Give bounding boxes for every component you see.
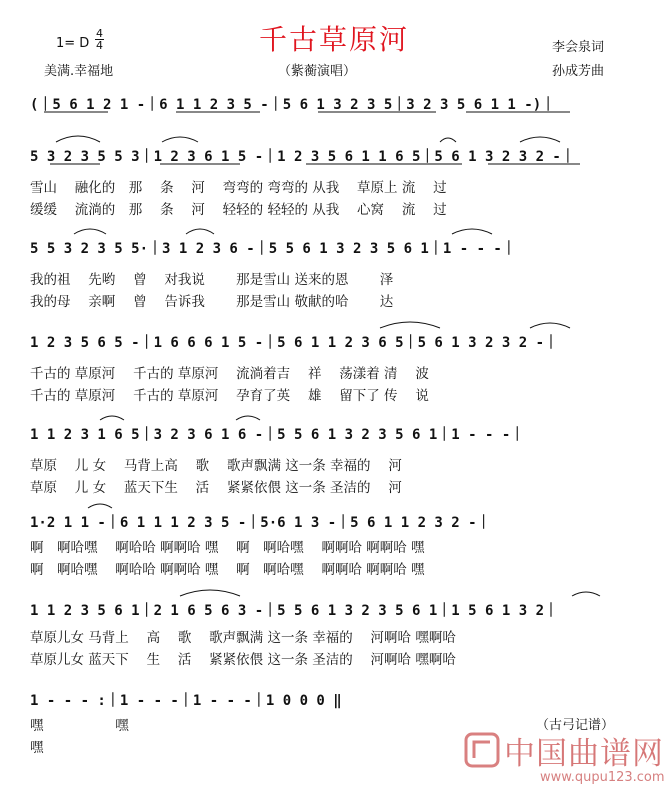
performer-credit: （紫蘅演唱） <box>278 64 357 79</box>
transcriber-credit: （古弓记谱） <box>536 718 615 733</box>
time-signature-top: 4 <box>96 27 103 40</box>
lyric-row-7-verse-2: 嘿 <box>30 740 44 756</box>
slur-arcs <box>56 136 600 596</box>
lyric-row-2-verse-1: 我的祖 先哟 曾 对我说 那是雪山 送来的恩 泽 <box>30 272 394 288</box>
notation-row-4: 1 1 2 3 1 6 5｜3 2 3 6 1 6 -｜5 5 6 1 3 2 3 5 6 1｜1 - - -｜ <box>30 427 525 443</box>
notation-row-7: 1 - - - :｜1 - - -｜1 - - -｜1 0 0 0 ‖ <box>30 693 342 709</box>
music-logo-icon <box>462 730 502 770</box>
lyric-row-3-verse-1: 千古的 草原河 千古的 草原河 流淌着吉 祥 荡漾着 清 波 <box>30 366 429 382</box>
lyric-row-4-verse-2: 草原 儿 女 蓝天下生 活 紧紧依偎 这一条 圣洁的 河 <box>30 480 402 496</box>
lyric-row-1-verse-1: 雪山 融化的 那 条 河 弯弯的 弯弯的 从我 草原上 流 过 <box>30 180 447 196</box>
watermark-site-name: 中国曲谱网 <box>504 736 664 772</box>
time-signature-bottom: 4 <box>96 39 103 52</box>
notation-row-1: 5 3 2 3 5 5 3｜1 2 3 6 1 5 -｜1 2 3 5 6 1 1 6 5｜5 6 1 3 2 3 2 -｜ <box>30 149 575 165</box>
lyric-row-3-verse-2: 千古的 草原河 千古的 草原河 孕育了英 雄 留下了 传 说 <box>30 388 429 404</box>
lyric-row-2-verse-2: 我的母 亲啊 曾 告诉我 那是雪山 敬献的哈 达 <box>30 294 394 310</box>
tempo-marking: 美满.幸福地 <box>44 64 114 79</box>
underline-beams <box>44 112 580 164</box>
lyric-row-7-verse-1: 嘿 嘿 <box>30 718 129 734</box>
lyric-row-5-verse-2: 啊 啊哈嘿 啊哈哈 啊啊哈 嘿 啊 啊哈嘿 啊啊哈 啊啊哈 嘿 <box>30 562 425 578</box>
notation-row-intro: (｜5 6 1 2 1 -｜6 1 1 2 3 5 -｜5 6 1 3 2 3 5｜3 2 3 5 6 1 1 -)｜ <box>30 97 556 113</box>
lyricist-credit: 李会泉词 <box>552 40 605 55</box>
watermark-url: www.qupu123.com <box>540 770 665 785</box>
notation-row-3: 1 2 3 5 6 5 -｜1 6 6 6 1 5 -｜5 6 1 1 2 3 6 5｜5 6 1 3 2 3 2 -｜ <box>30 335 559 351</box>
composer-credit: 孙成芳曲 <box>552 64 605 79</box>
notation-row-6: 1 1 2 3 5 6 1｜2 1 6 5 6 3 -｜5 5 6 1 3 2 3 5 6 1｜1 5 6 1 3 2｜ <box>30 603 559 619</box>
notation-row-2: 5 5 3 2 3 5 5·｜3 1 2 3 6 -｜5 5 6 1 3 2 3 5 6 1｜1 - - -｜ <box>30 241 516 257</box>
notation-row-5: 1·2 1 1 -｜6 1 1 1 2 3 5 -｜5·6 1 3 -｜5 6 1 1 2 3 2 -｜ <box>30 515 491 531</box>
lyric-row-5-verse-1: 啊 啊哈嘿 啊哈哈 啊啊哈 嘿 啊 啊哈嘿 啊啊哈 啊啊哈 嘿 <box>30 540 425 556</box>
lyric-row-6-verse-1: 草原儿女 马背上 高 歌 歌声飘满 这一条 幸福的 河啊哈 嘿啊哈 <box>30 630 456 646</box>
lyric-row-4-verse-1: 草原 儿 女 马背上高 歌 歌声飘满 这一条 幸福的 河 <box>30 458 402 474</box>
lyric-row-1-verse-2: 缓缓 流淌的 那 条 河 轻轻的 轻轻的 从我 心窝 流 过 <box>30 202 447 218</box>
lyric-row-6-verse-2: 草原儿女 蓝天下 生 活 紧紧依偎 这一条 圣洁的 河啊哈 嘿啊哈 <box>30 652 456 668</box>
song-title: 千古草原河 <box>258 23 409 56</box>
key-signature: 1= D <box>56 36 90 51</box>
